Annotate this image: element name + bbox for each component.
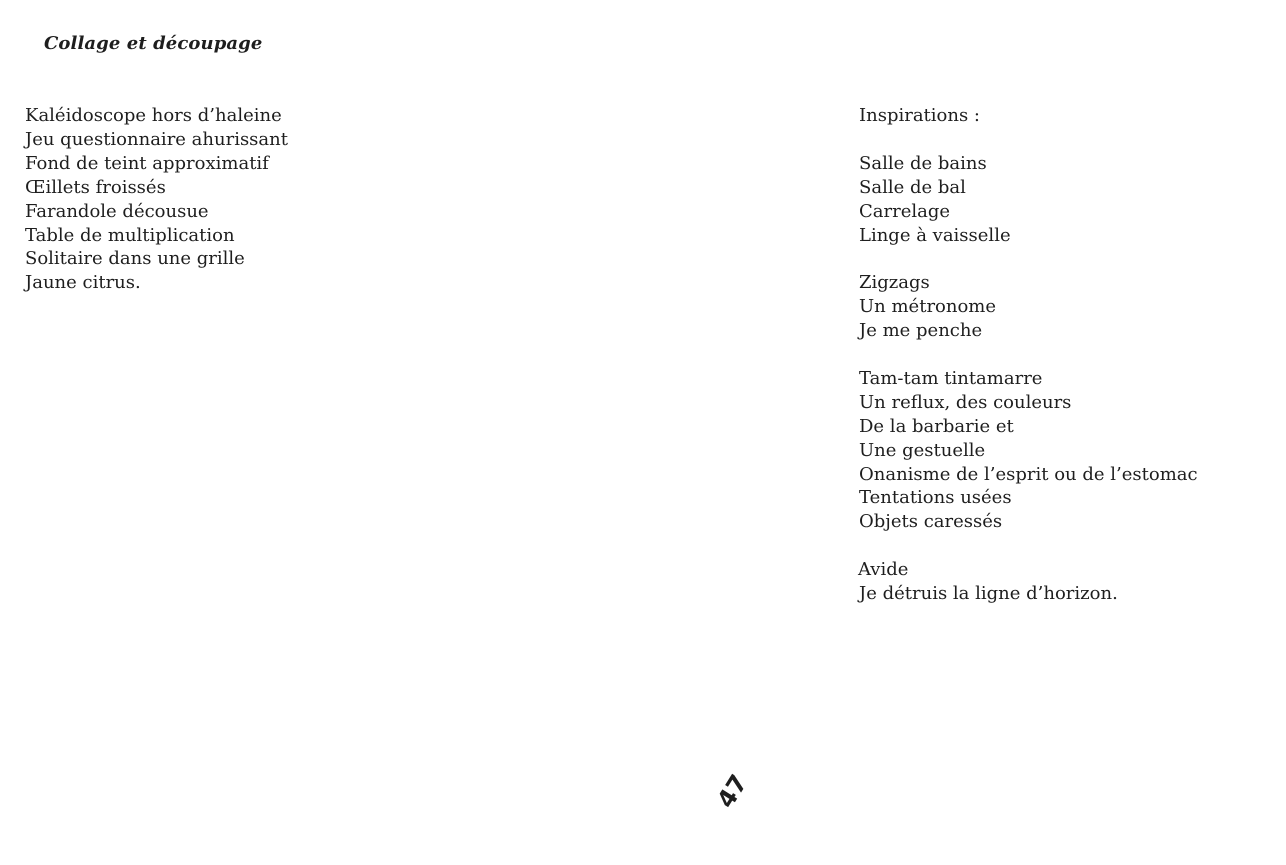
stanza3-line: Objets caressés <box>859 511 1003 533</box>
left-line: Farandole décousue <box>25 200 209 222</box>
stanza-break <box>859 534 1269 558</box>
left-line: Œillets froissés <box>25 176 166 198</box>
stanza4-line: Avide <box>858 559 909 581</box>
stanza3-line: Onanisme de l’esprit ou de l’estomac <box>859 463 1198 485</box>
stanza3-line: Une gestuelle <box>859 439 986 461</box>
stanza-break <box>859 343 1269 367</box>
poem-title: Collage et découpage <box>44 33 263 54</box>
left-line: Solitaire dans une grille <box>25 248 245 270</box>
left-line: Jeu questionnaire ahurissant <box>25 128 288 150</box>
stanza3-line: Tam-tam tintamarre <box>859 367 1043 389</box>
stanza1-line: Salle de bal <box>859 176 966 198</box>
left-line: Fond de teint approximatif <box>25 152 269 174</box>
stanza2-line: Je me penche <box>859 320 983 342</box>
stanza1-line: Carrelage <box>859 200 951 222</box>
left-line: Jaune citrus. <box>25 272 141 294</box>
stanza4-line: Je détruis la ligne d’horizon. <box>859 583 1118 605</box>
left-line: Kaléidoscope hors d’haleine <box>25 105 282 126</box>
stanza3-line: De la barbarie et <box>859 415 1014 437</box>
stanza3-line: Tentations usées <box>859 487 1012 509</box>
inspirations-heading: Inspirations : <box>859 105 980 126</box>
left-line: Table de multiplication <box>25 224 235 246</box>
stanza3-line: Un reflux, des couleurs <box>859 391 1072 413</box>
stanza2-line: Zigzags <box>859 272 930 294</box>
stanza-break <box>859 128 1269 152</box>
page-number: 47 <box>711 769 754 813</box>
left-poem-column <box>25 104 365 295</box>
stanza1-line: Salle de bains <box>859 152 987 174</box>
stanza1-line: Linge à vaisselle <box>859 224 1011 246</box>
stanza2-line: Un métronome <box>859 296 997 318</box>
stanza-break <box>859 247 1269 271</box>
right-poem-column <box>859 104 1269 606</box>
